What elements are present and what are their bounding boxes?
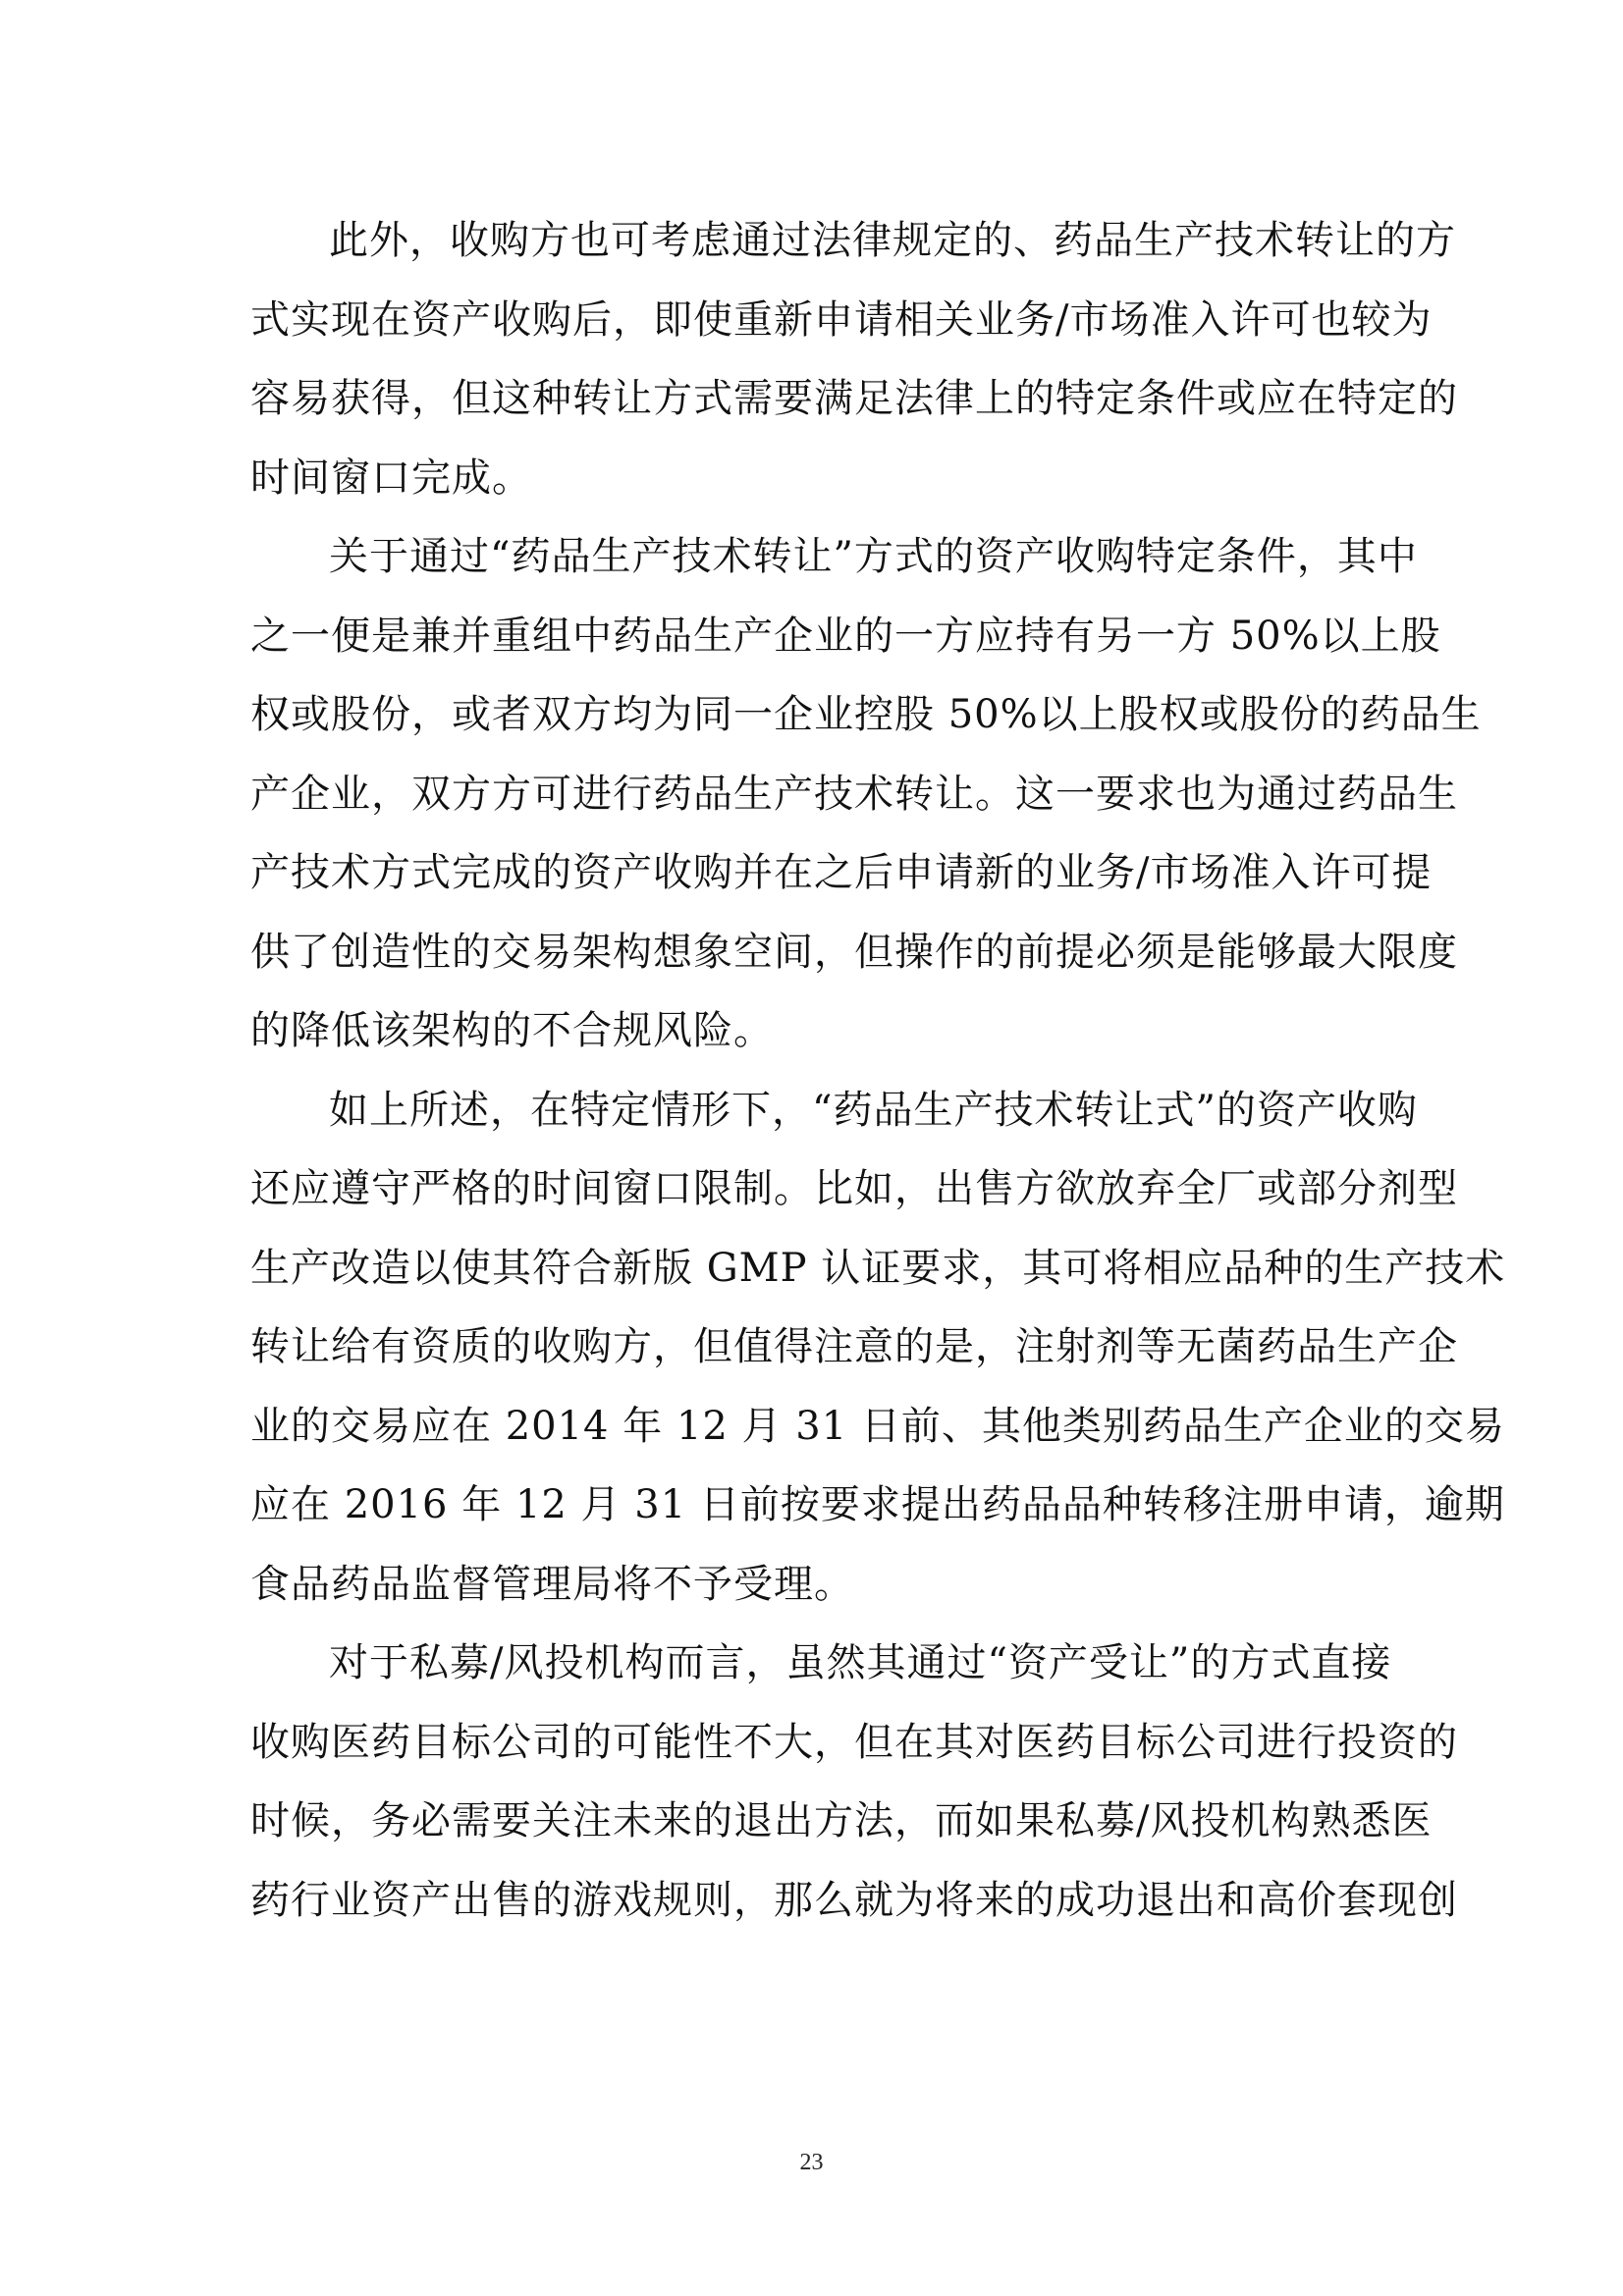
text-line: 产技术方式完成的资产收购并在之后申请新的业务/市场准入许可提 — [250, 850, 1433, 895]
text-line: 之一便是兼并重组中药品生产企业的一方应持有另一方 50%以上股 — [250, 613, 1441, 659]
text-line: 转让给有资质的收购方，但值得注意的是，注射剂等无菌药品生产企 — [250, 1324, 1458, 1369]
text-line: 权或股份，或者双方均为同一企业控股 50%以上股权或股份的药品生 — [250, 692, 1482, 737]
text-line: 食品药品监督管理局将不予受理。 — [250, 1561, 854, 1607]
text-line: 容易获得，但这种转让方式需要满足法律上的特定条件或应在特定的 — [250, 376, 1458, 421]
text-line: 药行业资产出售的游戏规则，那么就为将来的成功退出和高价套现创 — [250, 1877, 1458, 1923]
text-line: 应在 2016 年 12 月 31 日前按要求提出药品品种转移注册申请，逾期 — [250, 1482, 1505, 1527]
text-line: 此外，收购方也可考虑通过法律规定的、药品生产技术转让的方 — [329, 218, 1456, 263]
page-number: 23 — [799, 2150, 824, 2175]
text-line: 生产改造以使其符合新版 GMP 认证要求，其可将相应品种的生产技术 — [250, 1245, 1506, 1291]
text-line: 如上所述，在特定情形下，“药品生产技术转让式”的资产收购 — [329, 1087, 1418, 1133]
text-line: 式实现在资产收购后，即使重新申请相关业务/市场准入许可也较为 — [250, 296, 1433, 343]
body-text — [250, 201, 1506, 1940]
text-line: 产企业，双方方可进行药品生产技术转让。这一要求也为通过药品生 — [250, 771, 1458, 817]
paragraph-4 — [250, 1624, 1458, 1940]
paragraph-1 — [250, 201, 1458, 517]
text-line: 供了创造性的交易架构想象空间，但操作的前提必须是能够最大限度 — [250, 929, 1458, 975]
text-line: 还应遵守严格的时间窗口限制。比如，出售方欲放弃全厂或部分剂型 — [250, 1166, 1458, 1211]
text-line: 收购医药目标公司的可能性不大，但在其对医药目标公司进行投资的 — [250, 1719, 1458, 1765]
paragraph-3 — [250, 1071, 1506, 1625]
text-line: 的降低该架构的不合规风险。 — [250, 1008, 774, 1053]
text-line: 关于通过“药品生产技术转让”方式的资产收购特定条件，其中 — [329, 534, 1418, 579]
text-line: 业的交易应在 2014 年 12 月 31 日前、其他类别药品生产企业的交易 — [250, 1403, 1505, 1449]
text-line: 时候，务必需要关注未来的退出方法，而如果私募/风投机构熟悉医 — [250, 1798, 1433, 1843]
paragraph-2 — [250, 517, 1482, 1071]
text-line: 时间窗口完成。 — [250, 454, 532, 501]
text-line: 对于私募/风投机构而言，虽然其通过“资产受让”的方式直接 — [329, 1640, 1392, 1685]
